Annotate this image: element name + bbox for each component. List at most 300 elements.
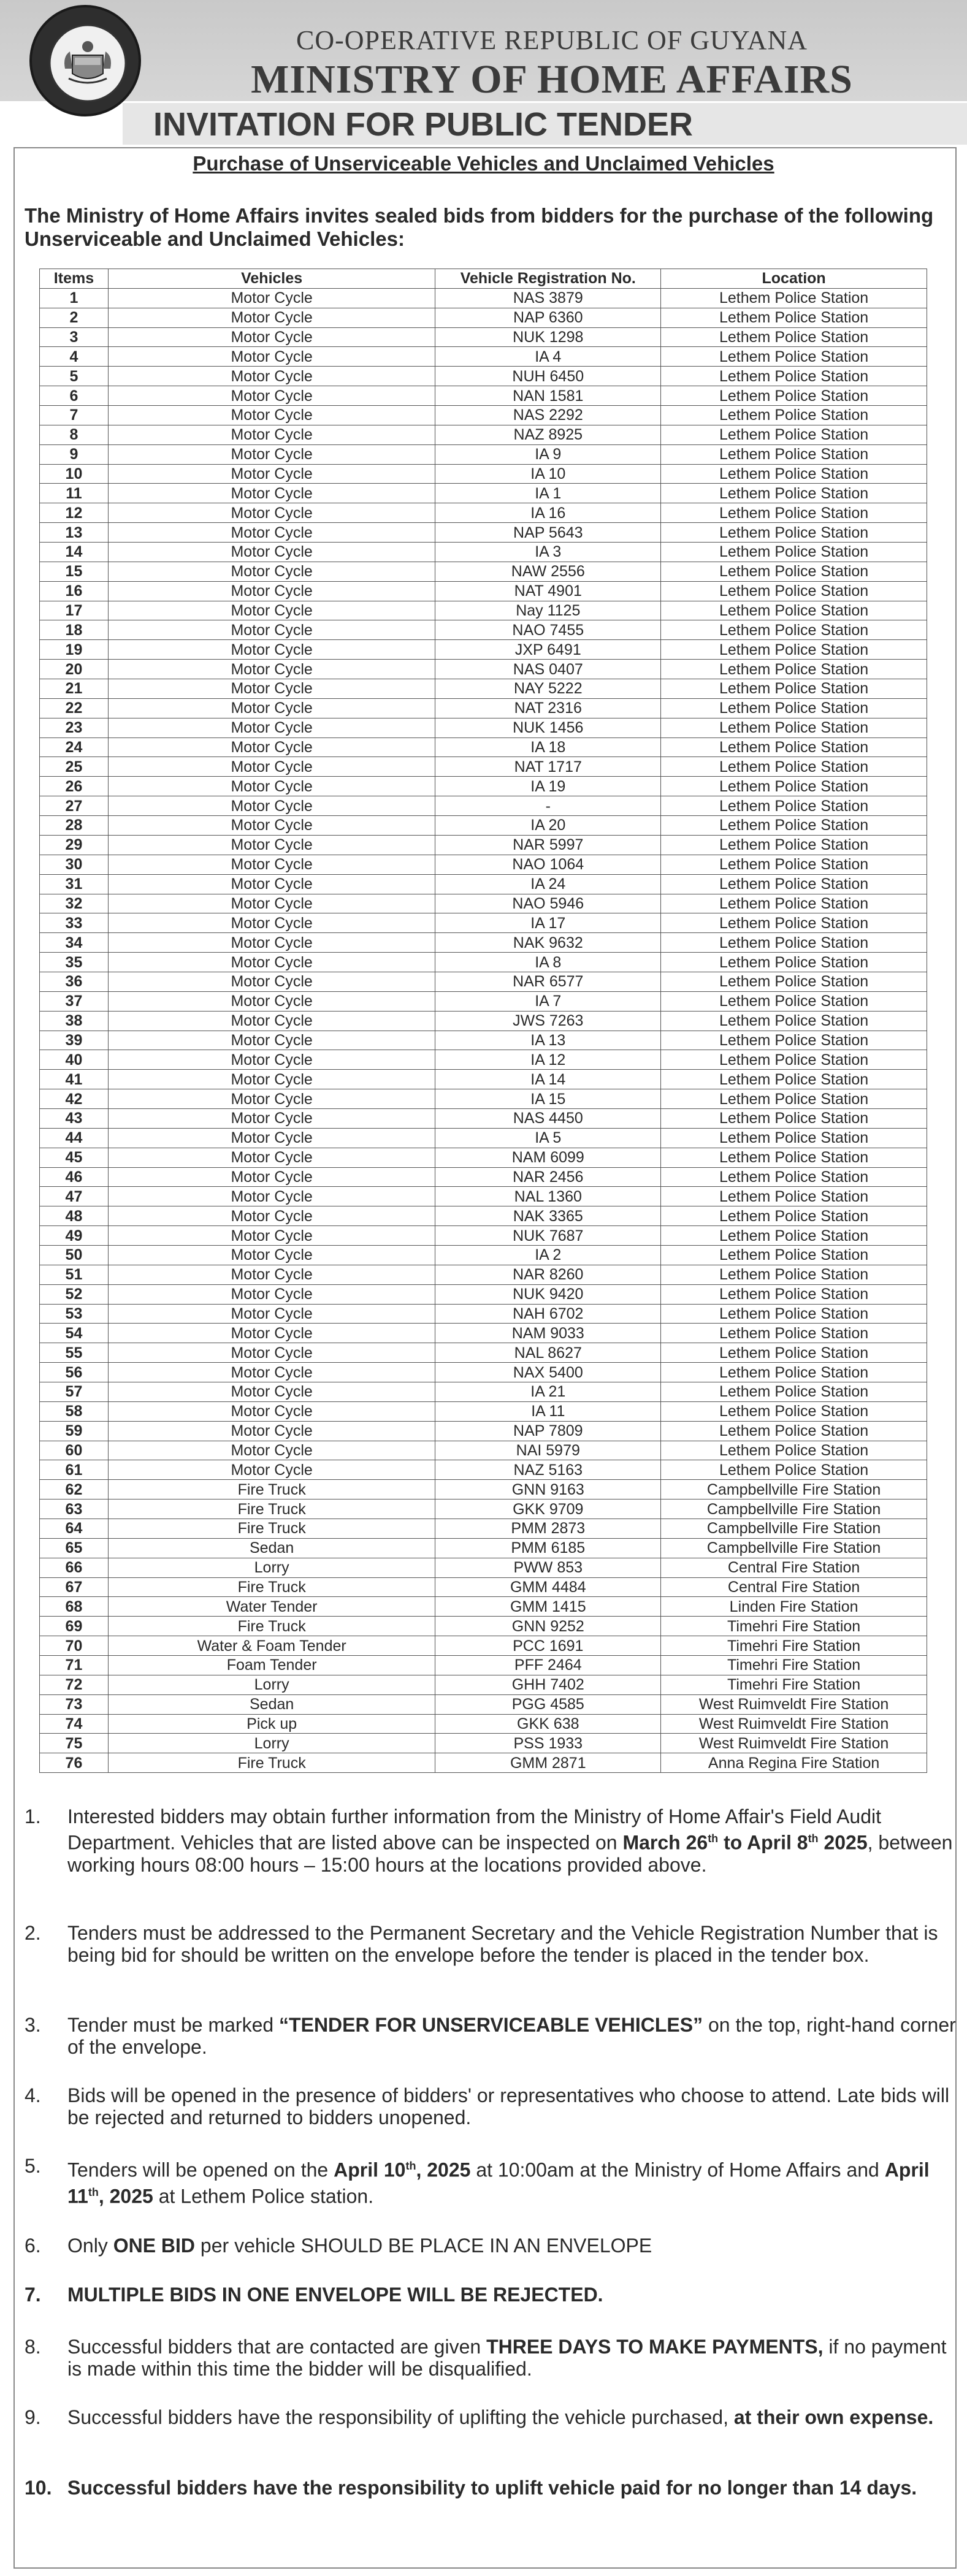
cell-registration: JWS 7263 [435,1011,661,1031]
cell-location: Lethem Police Station [661,855,927,874]
cell-registration: IA 15 [435,1089,661,1109]
table-row [40,601,927,620]
cell-item: 13 [40,523,109,543]
cell-item: 14 [40,543,109,562]
cell-vehicle: Motor Cycle [108,679,435,699]
cell-location: Timehri Fire Station [661,1675,927,1694]
intro-paragraph: The Ministry of Home Affairs invites sealed bids from bidders for the purchase of the following Unserviceable and Unclaimed Vehicles: [25,204,934,250]
cell-vehicle: Lorry [108,1558,435,1577]
table-row [40,1206,927,1226]
cell-vehicle: Motor Cycle [108,1070,435,1089]
cell-registration: IA 21 [435,1382,661,1401]
cell-item: 40 [40,1050,109,1070]
cell-location: Lethem Police Station [661,484,927,503]
cell-registration: NAK 3365 [435,1206,661,1226]
cell-item: 74 [40,1714,109,1734]
cell-registration: Nay 1125 [435,601,661,620]
cell-vehicle: Motor Cycle [108,972,435,991]
cell-location: Timehri Fire Station [661,1636,927,1656]
note-number: 2. [25,1922,41,1944]
table-row [40,1499,927,1519]
ministry-seal [29,5,141,116]
cell-location: Lethem Police Station [661,444,927,464]
cell-registration: PFF 2464 [435,1656,661,1675]
cell-item: 47 [40,1187,109,1206]
cell-location: Lethem Police Station [661,1304,927,1324]
vehicles-table [39,269,927,1773]
note-number: 6. [25,2235,41,2257]
table-row [40,1460,927,1480]
table-row [40,855,927,874]
cell-vehicle: Motor Cycle [108,1401,435,1421]
table-row [40,874,927,894]
cell-registration: NAT 1717 [435,757,661,777]
cell-location: Lethem Police Station [661,543,927,562]
table-row [40,972,927,991]
column-header-registration: Vehicle Registration No. [435,269,661,289]
cell-location: Lethem Police Station [661,698,927,718]
cell-item: 16 [40,581,109,601]
cell-registration: GHH 7402 [435,1675,661,1694]
cell-item: 49 [40,1226,109,1246]
cell-location: Lethem Police Station [661,660,927,679]
table-row [40,1050,927,1070]
table-row [40,777,927,796]
cell-item: 55 [40,1343,109,1363]
cell-vehicle: Fire Truck [108,1499,435,1519]
table-row [40,406,927,425]
cell-registration: IA 14 [435,1070,661,1089]
cell-registration: PCC 1691 [435,1636,661,1656]
cell-location: Lethem Police Station [661,1089,927,1109]
table-row [40,1714,927,1734]
cell-item: 38 [40,1011,109,1031]
cell-vehicle: Motor Cycle [108,620,435,640]
cell-vehicle: Motor Cycle [108,913,435,933]
cell-item: 20 [40,660,109,679]
cell-item: 67 [40,1577,109,1597]
column-header-items: Items [40,269,109,289]
cell-vehicle: Motor Cycle [108,816,435,836]
table-row [40,386,927,406]
cell-vehicle: Motor Cycle [108,1031,435,1050]
cell-registration: NAR 6577 [435,972,661,991]
cell-location: Lethem Police Station [661,1421,927,1441]
cell-location: Lethem Police Station [661,406,927,425]
cell-registration: NAS 4450 [435,1108,661,1128]
cell-location: Lethem Police Station [661,874,927,894]
table-row [40,757,927,777]
cell-location: Campbellville Fire Station [661,1519,927,1539]
table-row [40,816,927,836]
cell-item: 5 [40,367,109,386]
cell-vehicle: Motor Cycle [108,1108,435,1128]
cell-location: Lethem Police Station [661,894,927,913]
cell-location: Lethem Police Station [661,953,927,972]
cell-location: Lethem Police Station [661,1284,927,1304]
cell-item: 17 [40,601,109,620]
cell-vehicle: Motor Cycle [108,698,435,718]
cell-location: Lethem Police Station [661,327,927,347]
cell-location: Lethem Police Station [661,1011,927,1031]
table-row [40,1734,927,1753]
table-row [40,679,927,699]
cell-location: Lethem Police Station [661,1401,927,1421]
cell-vehicle: Motor Cycle [108,874,435,894]
cell-vehicle: Motor Cycle [108,1304,435,1324]
cell-registration: NUH 6450 [435,367,661,386]
table-row [40,1265,927,1284]
cell-vehicle: Motor Cycle [108,1343,435,1363]
note-text: Tenders must be addressed to the Permanent Secretary and the Vehicle Registration Number that is being bid for should be written on the envelope before the tender is placed in the tender box. [67,1922,938,1966]
table-row [40,1675,927,1694]
cell-vehicle: Motor Cycle [108,1265,435,1284]
cell-vehicle: Motor Cycle [108,991,435,1011]
cell-registration: IA 12 [435,1050,661,1070]
cell-item: 58 [40,1401,109,1421]
cell-vehicle: Motor Cycle [108,1324,435,1343]
table-row [40,1617,927,1636]
cell-registration: NAH 6702 [435,1304,661,1324]
cell-location: Lethem Police Station [661,347,927,367]
table-row [40,1441,927,1460]
ministry-name: MINISTRY OF HOME AFFAIRS [251,57,853,102]
cell-item: 36 [40,972,109,991]
cell-item: 1 [40,288,109,308]
cell-registration: NAI 5979 [435,1441,661,1460]
table-row [40,796,927,816]
cell-vehicle: Motor Cycle [108,796,435,816]
table-row [40,1753,927,1773]
cell-item: 42 [40,1089,109,1109]
cell-location: Lethem Police Station [661,1148,927,1167]
cell-item: 64 [40,1519,109,1539]
cell-item: 68 [40,1597,109,1617]
table-row [40,1597,927,1617]
cell-item: 48 [40,1206,109,1226]
cell-registration: IA 3 [435,543,661,562]
cell-location: Lethem Police Station [661,367,927,386]
cell-item: 39 [40,1031,109,1050]
cell-item: 41 [40,1070,109,1089]
cell-location: Timehri Fire Station [661,1656,927,1675]
table-row [40,913,927,933]
cell-vehicle: Fire Truck [108,1753,435,1773]
cell-registration: NAY 5222 [435,679,661,699]
note-text: Tender must be marked “TENDER FOR UNSERVICEABLE VEHICLES” on the top, right-hand corner of the envelope. [67,2014,956,2058]
table-row [40,1363,927,1382]
cell-location: Lethem Police Station [661,1245,927,1265]
table-row [40,1656,927,1675]
table-row [40,1108,927,1128]
cell-location: Anna Regina Fire Station [661,1753,927,1773]
cell-location: Lethem Police Station [661,777,927,796]
cell-registration: NAK 9632 [435,933,661,953]
cell-registration: NAT 2316 [435,698,661,718]
cell-registration: NUK 9420 [435,1284,661,1304]
cell-vehicle: Motor Cycle [108,953,435,972]
cell-vehicle: Sedan [108,1694,435,1714]
table-row [40,1031,927,1050]
cell-location: Lethem Police Station [661,1265,927,1284]
cell-item: 23 [40,718,109,737]
cell-vehicle: Pick up [108,1714,435,1734]
cell-item: 65 [40,1538,109,1558]
cell-item: 8 [40,425,109,444]
table-row [40,581,927,601]
cell-registration: IA 20 [435,816,661,836]
cell-item: 45 [40,1148,109,1167]
cell-registration: NAN 1581 [435,386,661,406]
cell-vehicle: Fire Truck [108,1480,435,1499]
cell-location: Lethem Police Station [661,1226,927,1246]
table-row [40,991,927,1011]
cell-registration: IA 8 [435,953,661,972]
cell-vehicle: Motor Cycle [108,1206,435,1226]
cell-registration: NUK 1298 [435,327,661,347]
cell-vehicle: Motor Cycle [108,288,435,308]
cell-item: 46 [40,1167,109,1187]
cell-vehicle: Motor Cycle [108,367,435,386]
cell-item: 22 [40,698,109,718]
cell-registration: IA 4 [435,347,661,367]
note-text: Bids will be opened in the presence of bidders' or representatives who choose to attend. Late bids will be rejected and returned to bidders unopened. [67,2084,950,2128]
table-row [40,1519,927,1539]
cell-item: 63 [40,1499,109,1519]
cell-vehicle: Fire Truck [108,1519,435,1539]
cell-vehicle: Motor Cycle [108,1128,435,1148]
table-row [40,425,927,444]
note-text: Successful bidders have the responsibility to uplift vehicle paid for no longer than 14 days. [67,2477,917,2499]
cell-vehicle: Motor Cycle [108,1284,435,1304]
subtitle: Purchase of Unserviceable Vehicles and Unclaimed Vehicles [193,152,774,175]
cell-registration: IA 1 [435,484,661,503]
note-text: Tenders will be opened on the April 10th, 2025 at 10:00am at the Ministry of Home Affairs and April 11th, 2025 at Lethem Police station. [67,2159,930,2208]
cell-registration: IA 17 [435,913,661,933]
table-row [40,1324,927,1343]
cell-registration: JXP 6491 [435,640,661,660]
cell-registration: GNN 9252 [435,1617,661,1636]
cell-vehicle: Motor Cycle [108,1441,435,1460]
cell-location: Lethem Police Station [661,1167,927,1187]
cell-location: Lethem Police Station [661,1206,927,1226]
cell-item: 59 [40,1421,109,1441]
cell-item: 32 [40,894,109,913]
cell-vehicle: Motor Cycle [108,543,435,562]
cell-location: Central Fire Station [661,1558,927,1577]
cell-item: 69 [40,1617,109,1636]
cell-registration: NAS 0407 [435,660,661,679]
cell-location: Lethem Police Station [661,1324,927,1343]
table-row [40,1421,927,1441]
table-row [40,1304,927,1324]
table-row [40,1694,927,1714]
cell-item: 52 [40,1284,109,1304]
cell-location: Lethem Police Station [661,913,927,933]
cell-registration: IA 11 [435,1401,661,1421]
cell-item: 73 [40,1694,109,1714]
cell-registration: NAO 5946 [435,894,661,913]
cell-item: 21 [40,679,109,699]
table-row [40,543,927,562]
cell-vehicle: Motor Cycle [108,601,435,620]
table-row [40,737,927,757]
cell-registration: NAL 8627 [435,1343,661,1363]
cell-registration: IA 7 [435,991,661,1011]
seal-emblem-icon [32,7,143,119]
cell-registration: GMM 4484 [435,1577,661,1597]
cell-registration: PGG 4585 [435,1694,661,1714]
cell-vehicle: Motor Cycle [108,386,435,406]
table-row [40,1538,927,1558]
cell-registration: NAP 5643 [435,523,661,543]
cell-location: Lethem Police Station [661,308,927,327]
cell-registration: NAS 2292 [435,406,661,425]
cell-location: Lethem Police Station [661,1363,927,1382]
cell-vehicle: Motor Cycle [108,835,435,855]
cell-vehicle: Motor Cycle [108,327,435,347]
cell-vehicle: Motor Cycle [108,855,435,874]
cell-vehicle: Motor Cycle [108,1460,435,1480]
republic-name: CO-OPERATIVE REPUBLIC OF GUYANA [296,25,808,55]
cell-item: 75 [40,1734,109,1753]
cell-registration: NAX 5400 [435,1363,661,1382]
cell-item: 29 [40,835,109,855]
note-number: 3. [25,2014,41,2036]
cell-item: 62 [40,1480,109,1499]
cell-vehicle: Motor Cycle [108,503,435,523]
cell-vehicle: Motor Cycle [108,308,435,327]
table-row [40,1636,927,1656]
cell-location: Lethem Police Station [661,757,927,777]
cell-vehicle: Motor Cycle [108,444,435,464]
cell-registration: NAM 9033 [435,1324,661,1343]
cell-location: Campbellville Fire Station [661,1499,927,1519]
table-row [40,464,927,484]
cell-vehicle: Motor Cycle [108,406,435,425]
cell-item: 9 [40,444,109,464]
note-text: MULTIPLE BIDS IN ONE ENVELOPE WILL BE REJECTED. [67,2284,603,2306]
cell-item: 35 [40,953,109,972]
cell-vehicle: Motor Cycle [108,1421,435,1441]
table-row [40,835,927,855]
cell-location: Lethem Police Station [661,1108,927,1128]
cell-vehicle: Motor Cycle [108,425,435,444]
cell-item: 72 [40,1675,109,1694]
cell-location: Lethem Police Station [661,1070,927,1089]
cell-vehicle: Motor Cycle [108,660,435,679]
table-row [40,1226,927,1246]
table-row [40,327,927,347]
note-number: 10. [25,2477,52,2499]
cell-registration: IA 9 [435,444,661,464]
table-row [40,523,927,543]
cell-registration: NAR 2456 [435,1167,661,1187]
cell-registration: NUK 7687 [435,1226,661,1246]
cell-registration: IA 18 [435,737,661,757]
cell-location: Lethem Police Station [661,503,927,523]
cell-registration: PMM 2873 [435,1519,661,1539]
cell-location: Lethem Police Station [661,562,927,581]
cell-item: 76 [40,1753,109,1773]
cell-item: 60 [40,1441,109,1460]
table-row [40,484,927,503]
note-number: 9. [25,2406,41,2428]
cell-location: Lethem Police Station [661,523,927,543]
cell-vehicle: Lorry [108,1675,435,1694]
column-header-location: Location [661,269,927,289]
table-body [40,288,927,1772]
cell-registration: NAM 6099 [435,1148,661,1167]
table-row [40,1480,927,1499]
table-row [40,698,927,718]
cell-registration: NAO 7455 [435,620,661,640]
cell-item: 66 [40,1558,109,1577]
cell-location: West Ruimveldt Fire Station [661,1694,927,1714]
cell-location: Lethem Police Station [661,464,927,484]
cell-location: Lethem Police Station [661,737,927,757]
cell-vehicle: Motor Cycle [108,718,435,737]
document-header [0,0,967,101]
cell-vehicle: Foam Tender [108,1656,435,1675]
cell-item: 57 [40,1382,109,1401]
cell-registration: IA 13 [435,1031,661,1050]
cell-location: Lethem Police Station [661,1441,927,1460]
cell-item: 56 [40,1363,109,1382]
cell-item: 24 [40,737,109,757]
table-row [40,562,927,581]
cell-location: Campbellville Fire Station [661,1538,927,1558]
cell-registration: GMM 2871 [435,1753,661,1773]
cell-registration: GKK 9709 [435,1499,661,1519]
cell-registration: PWW 853 [435,1558,661,1577]
cell-location: Linden Fire Station [661,1597,927,1617]
cell-location: Campbellville Fire Station [661,1480,927,1499]
note-text: Successful bidders have the responsibility of uplifting the vehicle purchased, at their own expense. [67,2406,934,2428]
cell-location: Lethem Police Station [661,718,927,737]
cell-vehicle: Motor Cycle [108,1148,435,1167]
cell-registration: IA 5 [435,1128,661,1148]
cell-location: Lethem Police Station [661,1382,927,1401]
cell-registration: GMM 1415 [435,1597,661,1617]
cell-registration: NAT 4901 [435,581,661,601]
table-row [40,894,927,913]
cell-item: 27 [40,796,109,816]
cell-registration: NAL 1360 [435,1187,661,1206]
table-row [40,1245,927,1265]
cell-item: 53 [40,1304,109,1324]
cell-vehicle: Motor Cycle [108,464,435,484]
cell-registration: NUK 1456 [435,718,661,737]
note-text: Only ONE BID per vehicle SHOULD BE PLACE IN AN ENVELOPE [67,2235,652,2257]
cell-vehicle: Water & Foam Tender [108,1636,435,1656]
table-row [40,660,927,679]
cell-item: 50 [40,1245,109,1265]
cell-registration: - [435,796,661,816]
cell-location: Lethem Police Station [661,1050,927,1070]
cell-registration: NAO 1064 [435,855,661,874]
note-number: 7. [25,2284,41,2306]
cell-registration: PSS 1933 [435,1734,661,1753]
table-row [40,288,927,308]
note-number: 1. [25,1805,41,1827]
cell-vehicle: Motor Cycle [108,894,435,913]
cell-registration: NAP 6360 [435,308,661,327]
cell-item: 44 [40,1128,109,1148]
cell-registration: IA 24 [435,874,661,894]
table-row [40,1070,927,1089]
cell-item: 12 [40,503,109,523]
